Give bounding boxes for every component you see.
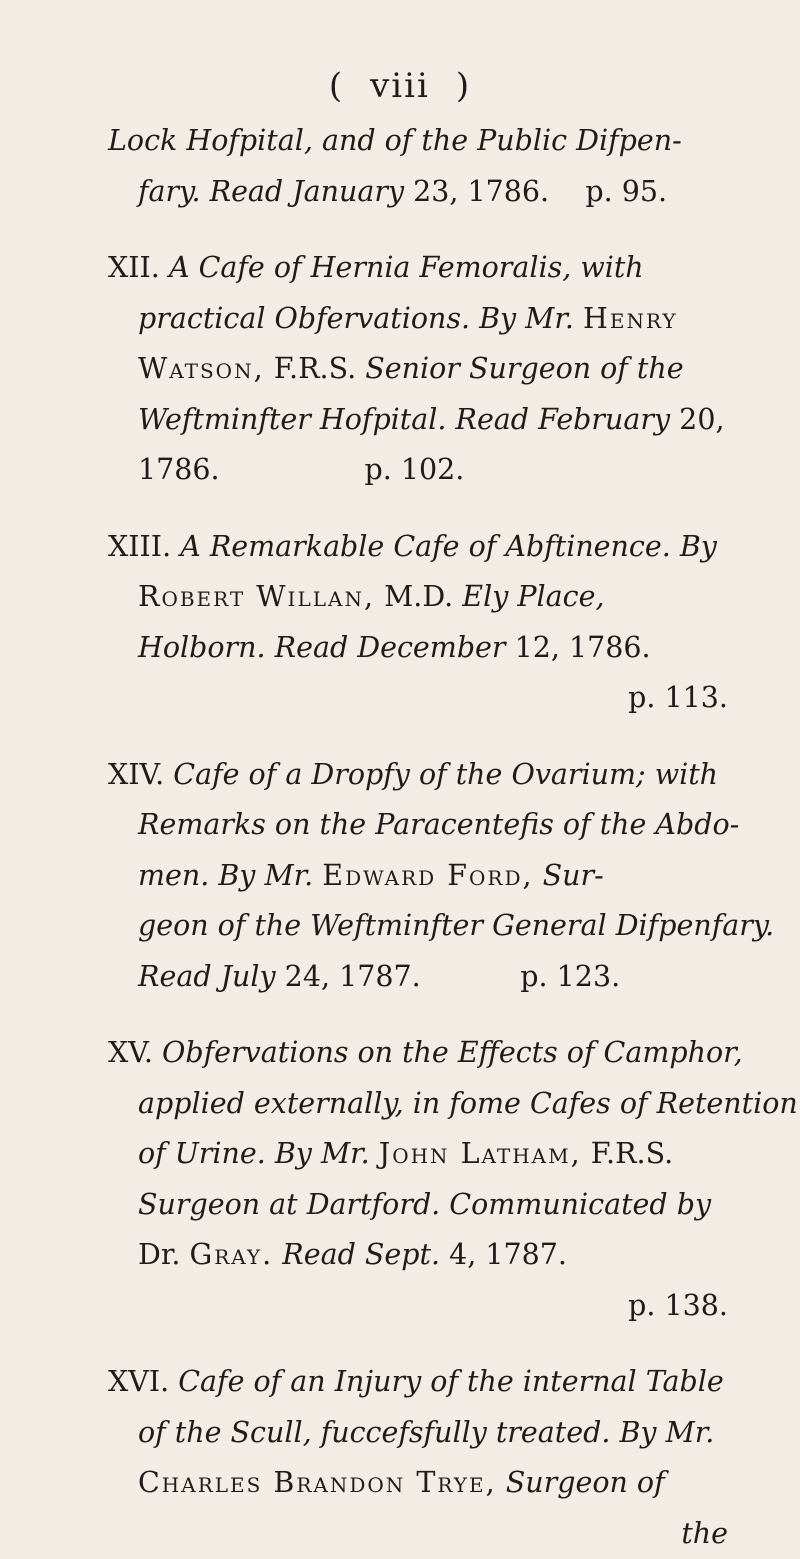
text-segment: and of the Public Difpen-	[313, 124, 682, 157]
text-segment: Surgeon at Dartford. Communicated by	[138, 1188, 711, 1221]
text-segment: Sur-	[543, 859, 604, 892]
text-line	[108, 1230, 728, 1281]
text-segment: Read July	[138, 960, 276, 993]
contents-entry	[108, 116, 728, 217]
text-line	[108, 243, 728, 294]
text-segment: Watson,	[138, 352, 265, 385]
text-line	[108, 395, 728, 446]
text-segment: F.R.S.	[265, 352, 366, 385]
text-segment: Robert Willan,	[138, 580, 375, 613]
text-segment: geon of the Weftminfter General Difpenfary.	[138, 909, 774, 942]
text-segment: XVI.	[108, 1365, 178, 1398]
text-line	[108, 1281, 728, 1332]
text-segment: XII.	[108, 251, 169, 284]
text-segment: p. 113.	[628, 681, 728, 714]
text-line	[108, 800, 728, 851]
text-segment	[534, 859, 543, 892]
contents-entry	[108, 750, 728, 1003]
text-segment: 4, 1787.	[440, 1238, 567, 1271]
text-line	[108, 750, 728, 801]
text-segment	[574, 302, 583, 335]
text-segment: Weftminfter Hofpital. Read February	[138, 403, 670, 436]
text-segment: Dr.	[138, 1238, 189, 1271]
text-line	[108, 1357, 728, 1408]
text-line	[108, 1079, 728, 1130]
text-line	[108, 1458, 728, 1509]
text-segment: 1786. p. 102.	[138, 453, 464, 486]
text-segment: applied externally, in fome Cafes of Retention	[138, 1087, 798, 1120]
text-segment: Edward Ford,	[322, 859, 533, 892]
page-number-value: viii	[370, 66, 430, 106]
text-segment: Ely Place,	[462, 580, 604, 613]
text-segment: Surgeon of	[506, 1466, 665, 1499]
text-line	[108, 294, 728, 345]
text-segment: 23, 1786. p. 95.	[404, 175, 667, 208]
text-segment: Charles Brandon Trye,	[138, 1466, 497, 1499]
text-segment	[313, 859, 322, 892]
text-segment: M.D.	[375, 580, 462, 613]
text-line	[108, 673, 728, 724]
text-line	[108, 901, 728, 952]
text-segment: fary.	[138, 175, 201, 208]
text-segment: Gray.	[189, 1238, 273, 1271]
text-segment: Remarks on the Paracentefis of the Abdo-	[138, 808, 739, 841]
text-segment: XIII.	[108, 530, 180, 563]
text-segment: practical Obfervations. By Mr.	[138, 302, 574, 335]
text-segment: Read Sept.	[282, 1238, 440, 1271]
text-segment: Cafe of a Dropfy of the Ovarium; with	[173, 758, 718, 791]
text-segment: of the Scull, fuccefsfully treated. By Mr.	[138, 1416, 714, 1449]
contents-entry	[108, 1357, 728, 1559]
text-segment: 20,	[670, 403, 724, 436]
page-number	[0, 66, 800, 106]
text-line	[108, 1028, 728, 1079]
text-line	[108, 1509, 728, 1559]
text-segment: John Latham,	[379, 1137, 582, 1170]
text-line	[108, 167, 728, 218]
text-line	[108, 572, 728, 623]
text-segment: p. 138.	[628, 1289, 728, 1322]
text-segment: of Urine. By Mr.	[138, 1137, 370, 1170]
text-segment: Senior Surgeon of the	[365, 352, 683, 385]
text-line	[108, 952, 728, 1003]
text-line	[108, 344, 728, 395]
text-segment: the	[681, 1517, 728, 1550]
text-line	[108, 116, 728, 167]
text-segment: 24, 1787. p. 123.	[276, 960, 621, 993]
contents-entry	[108, 1028, 728, 1331]
text-segment: Read January	[210, 175, 404, 208]
text-segment: Holborn. Read December	[138, 631, 506, 664]
text-segment	[370, 1137, 379, 1170]
text-line	[108, 445, 728, 496]
text-segment: Cafe of an Injury of the internal Table	[178, 1365, 723, 1398]
text-segment	[201, 175, 210, 208]
text-segment	[273, 1238, 282, 1271]
text-segment: Obfervations on the Effects of Camphor,	[162, 1036, 743, 1069]
text-line	[108, 1129, 728, 1180]
text-line	[108, 1180, 728, 1231]
text-line	[108, 623, 728, 674]
text-segment: 12, 1786.	[506, 631, 651, 664]
text-line	[108, 1408, 728, 1459]
text-segment: F.R.S.	[582, 1137, 674, 1170]
text-segment: XIV.	[108, 758, 173, 791]
page-number-open-paren: (	[329, 66, 344, 106]
text-segment: A Cafe of Hernia Femoralis, with	[169, 251, 644, 284]
text-segment: men. By Mr.	[138, 859, 313, 892]
text-line	[108, 851, 728, 902]
contents-entry	[108, 522, 728, 724]
text-segment: XV.	[108, 1036, 162, 1069]
text-segment: Lock Hofpital,	[108, 124, 313, 157]
contents-entry	[108, 243, 728, 496]
text-line	[108, 522, 728, 573]
text-segment: Henry	[583, 302, 678, 335]
table-of-contents	[108, 116, 728, 1559]
page-number-close-paren: )	[456, 66, 471, 106]
text-segment: A Remarkable Cafe of Abftinence. By	[180, 530, 717, 563]
